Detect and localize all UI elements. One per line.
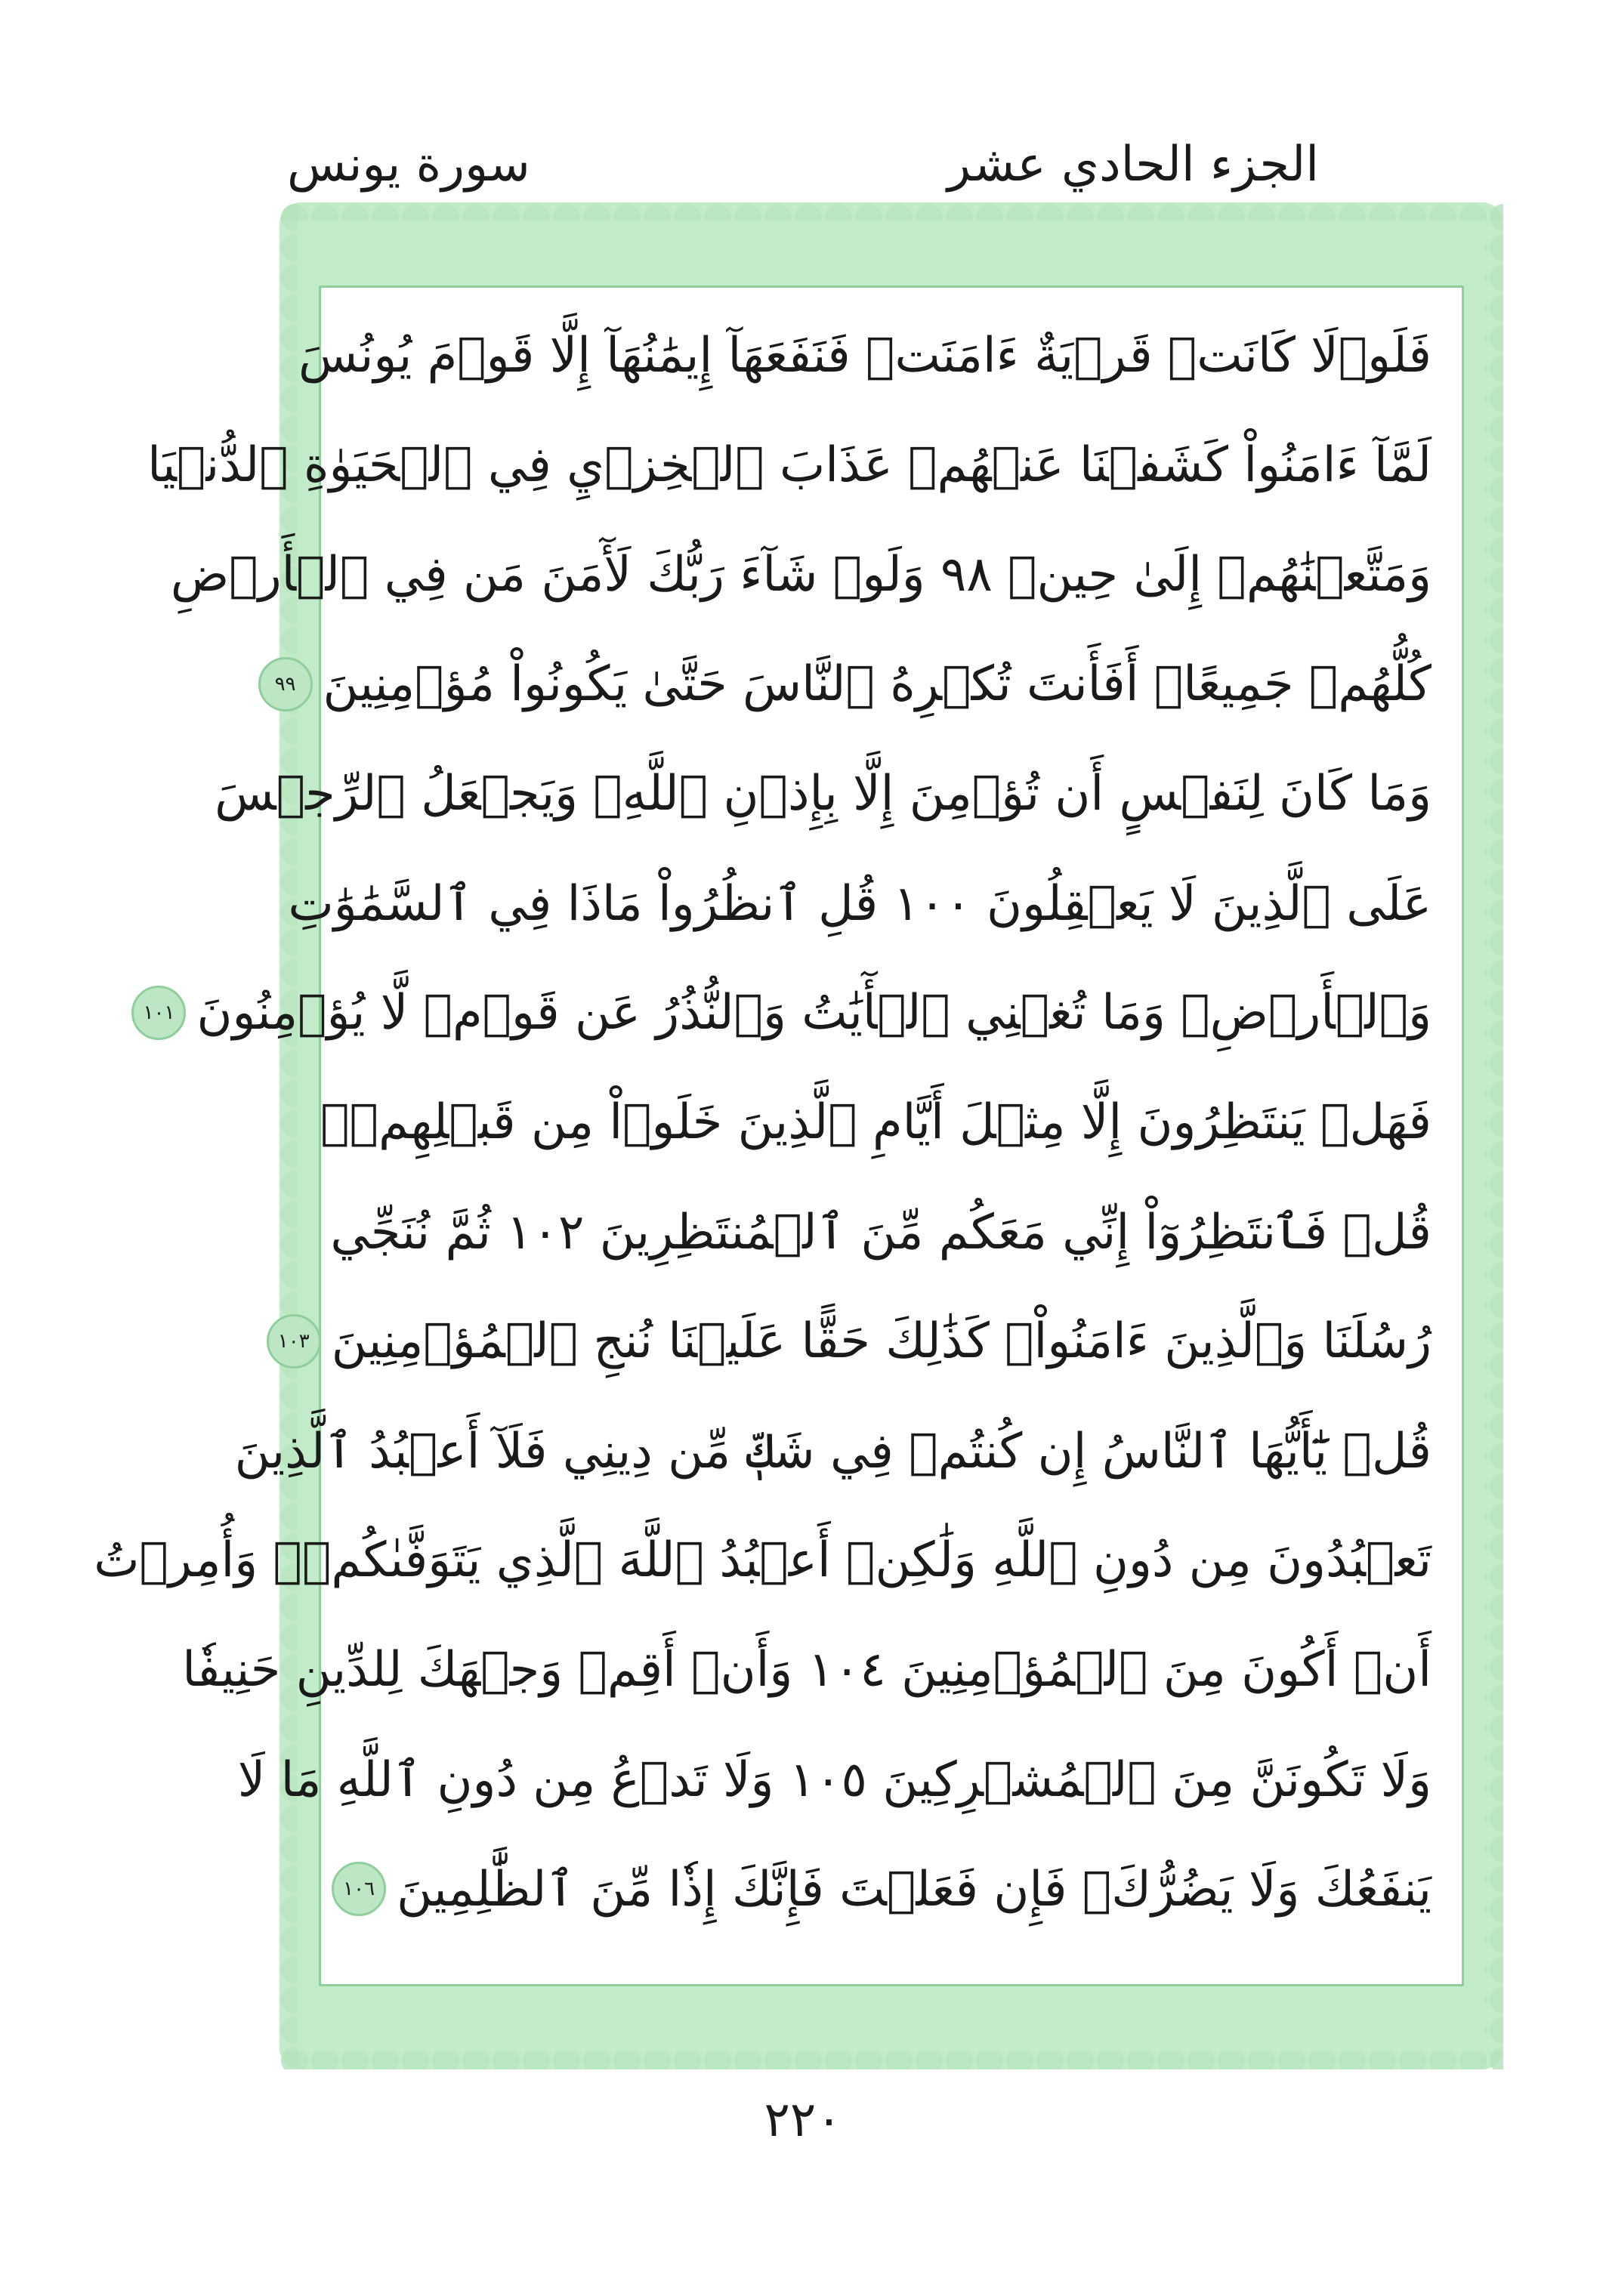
verse-text: عَلَى ٱلَّذِينَ لَا يَعۡقِلُونَ ١٠٠ قُلِ ٱنظُرُواْ مَاذَا فِي ٱلسَّمَٰوَٰتِ bbox=[288, 875, 1432, 932]
verse-text: يَنفَعُكَ وَلَا يَضُرُّكَۖ فَإِن فَعَلۡتَ فَإِنَّكَ إِذٗا مِّنَ ٱلظَّٰلِمِينَ bbox=[397, 1861, 1432, 1918]
verse-text: وَمَتَّعۡنَٰهُمۡ إِلَىٰ حِينٖ ٩٨ وَلَوۡ شَآءَ رَبُّكَ لَأٓمَنَ مَن فِي ٱلۡأَرۡضِ bbox=[170, 547, 1432, 603]
verse-text: وَمَا كَانَ لِنَفۡسٍ أَن تُؤۡمِنَ إِلَّا بِإِذۡنِ ٱللَّهِۚ وَيَجۡعَلُ ٱلرِّجۡسَ bbox=[215, 766, 1432, 822]
verse-text: رُسُلَنَا وَٱلَّذِينَ ءَامَنُواْۚ كَذَٰلِكَ حَقًّا عَلَيۡنَا نُنجِ ٱلۡمُؤۡمِنِينَ bbox=[331, 1313, 1432, 1369]
ayah-number-marker: ١٠١ bbox=[131, 986, 186, 1040]
page-number: ٢٢٠ bbox=[764, 2092, 842, 2148]
verse-line bbox=[277, 1296, 1432, 1387]
verse-line bbox=[320, 1077, 1432, 1168]
verse-line bbox=[343, 1844, 1432, 1934]
verse-text: وَٱلۡأَرۡضِۚ وَمَا تُغۡنِي ٱلۡأٓيَٰتُ وَٱلنُّذُرُ عَن قَوۡمٖ لَّا يُؤۡمِنُونَ bbox=[196, 985, 1432, 1041]
verse-text: قُلۡ فَٱنتَظِرُوٓاْ إِنِّي مَعَكُم مِّنَ ٱلۡمُنتَظِرِينَ ١٠٢ ثُمَّ نُنَجِّي bbox=[330, 1204, 1432, 1261]
verse-line bbox=[215, 748, 1432, 839]
text-panel bbox=[94, 285, 1464, 1986]
verse-line bbox=[234, 1406, 1432, 1496]
verse-text: تَعۡبُدُونَ مِن دُونِ ٱللَّهِ وَلَٰكِنۡ أَعۡبُدُ ٱللَّهَ ٱلَّذِي يَتَوَفَّىٰكُمۡۖ وَأُمِرۡتُ bbox=[94, 1532, 1432, 1588]
verse-line bbox=[274, 639, 1432, 730]
verse-text: لَمَّآ ءَامَنُواْ كَشَفۡنَا عَنۡهُمۡ عَذَابَ ٱلۡخِزۡيِ فِي ٱلۡحَيَوٰةِ ٱلدُّنۡيَا bbox=[147, 437, 1432, 493]
verse-text: أَنۡ أَكُونَ مِنَ ٱلۡمُؤۡمِنِينَ ١٠٤ وَأَنۡ أَقِمۡ وَجۡهَكَ لِلدِّينِ حَنِيفٗا bbox=[182, 1642, 1432, 1698]
verse-line bbox=[143, 967, 1432, 1058]
ayah-number-marker: ٩٩ bbox=[258, 657, 313, 711]
verse-line bbox=[147, 420, 1432, 511]
verse-text: فَلَوۡلَا كَانَتۡ قَرۡيَةٌ ءَامَنَتۡ فَنَفَعَهَآ إِيمَٰنُهَآ إِلَّا قَوۡمَ يُونُسَ bbox=[298, 328, 1432, 384]
ayah-number-marker: ١٠٣ bbox=[267, 1314, 321, 1369]
verse-text: وَلَا تَكُونَنَّ مِنَ ٱلۡمُشۡرِكِينَ ١٠٥ وَلَا تَدۡعُ مِن دُونِ ٱللَّهِ مَا لَا bbox=[237, 1751, 1432, 1808]
verse-text: قُلۡ يَٰٓأَيُّهَا ٱلنَّاسُ إِن كُنتُمۡ فِي شَكّٖ مِّن دِينِي فَلَآ أَعۡبُدُ ٱلَّذِينَ bbox=[234, 1423, 1432, 1480]
verse-line bbox=[237, 1734, 1432, 1825]
verse-line bbox=[288, 858, 1432, 949]
ayah-number-marker: ١٠٦ bbox=[332, 1862, 386, 1916]
verse-line bbox=[182, 1625, 1432, 1715]
verse-line bbox=[94, 1515, 1432, 1606]
verse-line bbox=[298, 310, 1432, 401]
page-frame bbox=[94, 202, 1503, 2069]
verse-text: كُلُّهُمۡ جَمِيعًاۚ أَفَأَنتَ تُكۡرِهُ ٱلنَّاسَ حَتَّىٰ يَكُونُواْ مُؤۡمِنِينَ bbox=[323, 656, 1432, 712]
juz-title: الجزء الحادي عشر bbox=[947, 137, 1319, 193]
verse-line bbox=[330, 1187, 1432, 1277]
surah-title: سورة يونس bbox=[287, 137, 530, 193]
verse-text: فَهَلۡ يَنتَظِرُونَ إِلَّا مِثۡلَ أَيَّامِ ٱلَّذِينَ خَلَوۡاْ مِن قَبۡلِهِمۡۚ bbox=[320, 1094, 1432, 1150]
verse-lines bbox=[94, 288, 1462, 1984]
verse-line bbox=[170, 529, 1432, 620]
